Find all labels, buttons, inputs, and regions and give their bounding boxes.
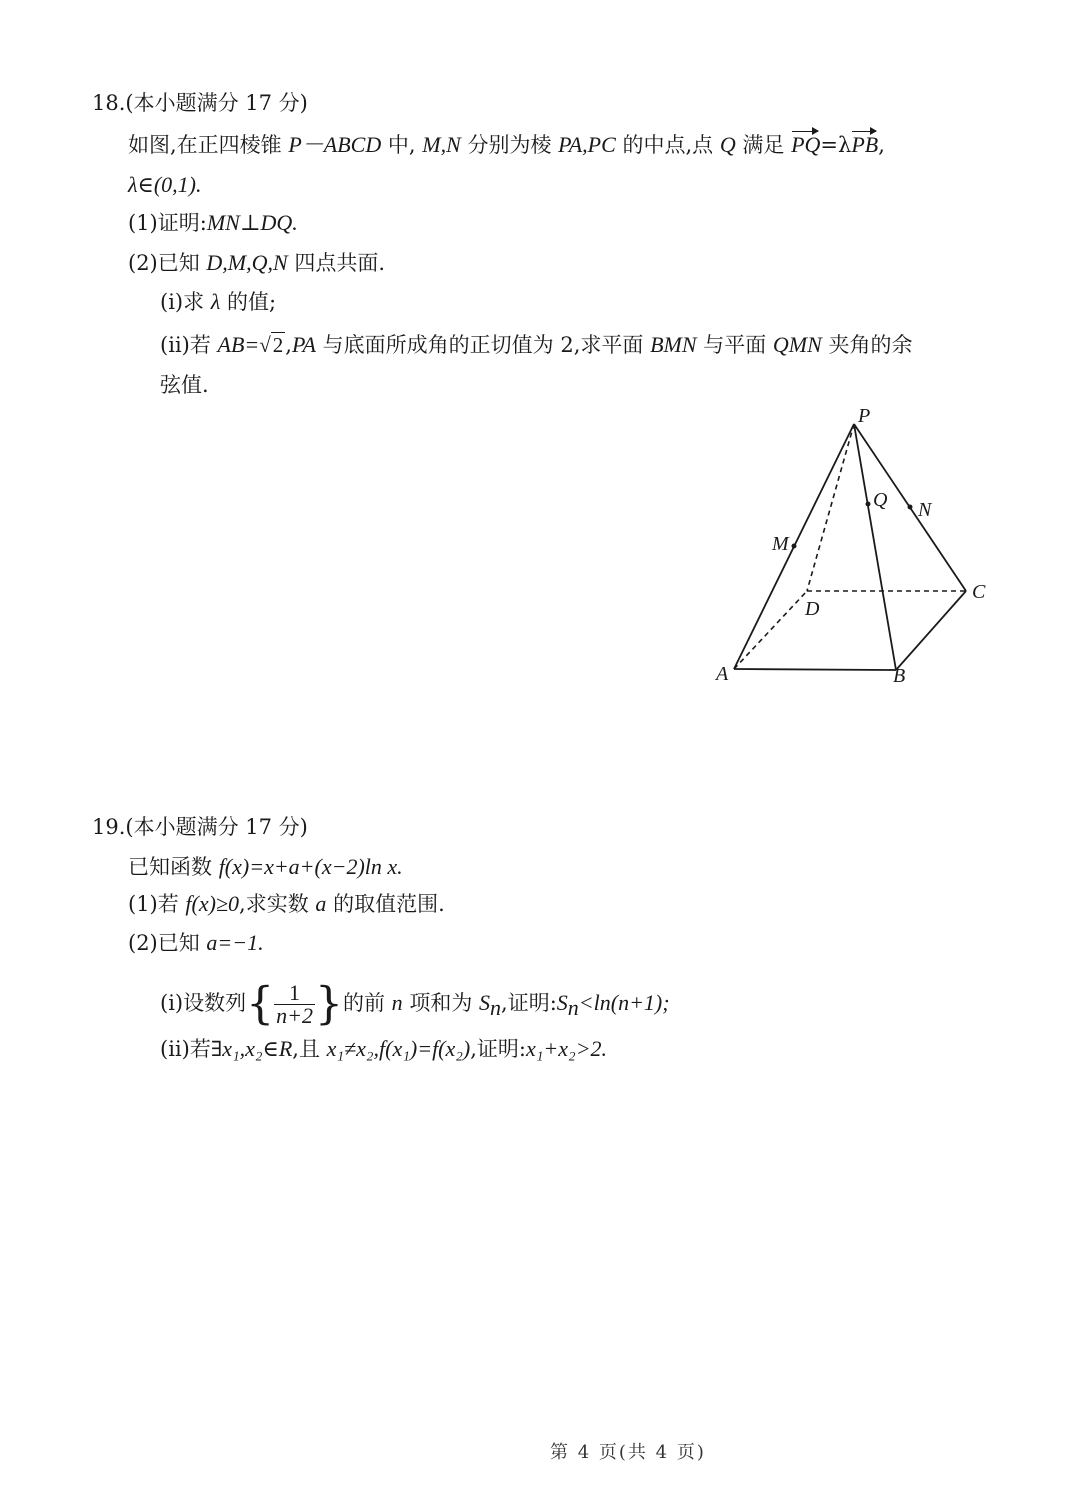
q18-part2-ii-end: 弦值. <box>160 373 209 397</box>
label-p: P <box>858 405 871 427</box>
q19-part1: (1)若 f(x)≥0,求实数 a 的取值范围. <box>128 891 445 916</box>
q19-stem: 已知函数 f(x)=x+a+(x−2)ln x. <box>128 854 403 879</box>
point-n <box>908 505 913 510</box>
q19-part2-i: (ⅰ)设数列{ $\frac{1}{n+2}$ }的前 n 项和为 $S_n$,证明$:S_n<\ln(n+1)$; <box>160 978 670 1030</box>
point-q <box>866 502 871 507</box>
fraction-1-over-n-plus-2: $\frac{1}{n+2}$ <box>276 980 313 1028</box>
q18-lambda-range: λ∈(0,1). <box>128 172 202 197</box>
label-c: C <box>972 581 986 603</box>
q19-part2-ii: (ⅱ)若∃x₁,x₂∈R,且 x₁≠x₂,f(x₁)=f(x₂),证明:x₁+x₂>2. <box>160 1036 608 1061</box>
edge-ab <box>734 669 896 670</box>
edge-bc <box>896 591 966 670</box>
q18-part2-ii: (ⅱ)若 AB=√2,PA 与底面所成角的正切值为 2,求平面 BMN 与平面 QMN 夹角的余 <box>160 330 912 360</box>
label-a: A <box>716 663 729 685</box>
q19-header: 19.(本小题满分 17 分) <box>92 815 308 839</box>
edge-pb <box>854 424 896 670</box>
vector-pb: PB <box>851 130 878 160</box>
q19-part2: (2)已知 a=−1. <box>128 930 264 955</box>
label-m: M <box>772 533 789 555</box>
edge-ad-hidden <box>734 591 807 669</box>
q18-stem: 如图,在正四棱锥 P－ABCD 中, M,N 分别为棱 PA,PC 的中点,点 Q 满足 PQ=λPB, <box>128 130 885 160</box>
vector-pq: PQ <box>791 130 820 160</box>
q18-part1: (1)证明:MN⊥DQ. <box>128 210 298 235</box>
page-footer: 第 4 页(共 4 页) <box>550 1442 706 1463</box>
q18-part2-i: (ⅰ)求 λ 的值; <box>160 289 277 314</box>
label-b: B <box>893 665 906 687</box>
q18-part2: (2)已知 D,M,Q,N 四点共面. <box>128 250 386 275</box>
label-q: Q <box>873 489 888 511</box>
sqrt-two: √2 <box>259 333 284 357</box>
pyramid-figure <box>700 400 1020 700</box>
label-d: D <box>805 598 820 620</box>
q18-header: 18.(本小题满分 17 分) <box>92 91 308 115</box>
point-m <box>792 544 797 549</box>
label-n: N <box>918 499 932 521</box>
